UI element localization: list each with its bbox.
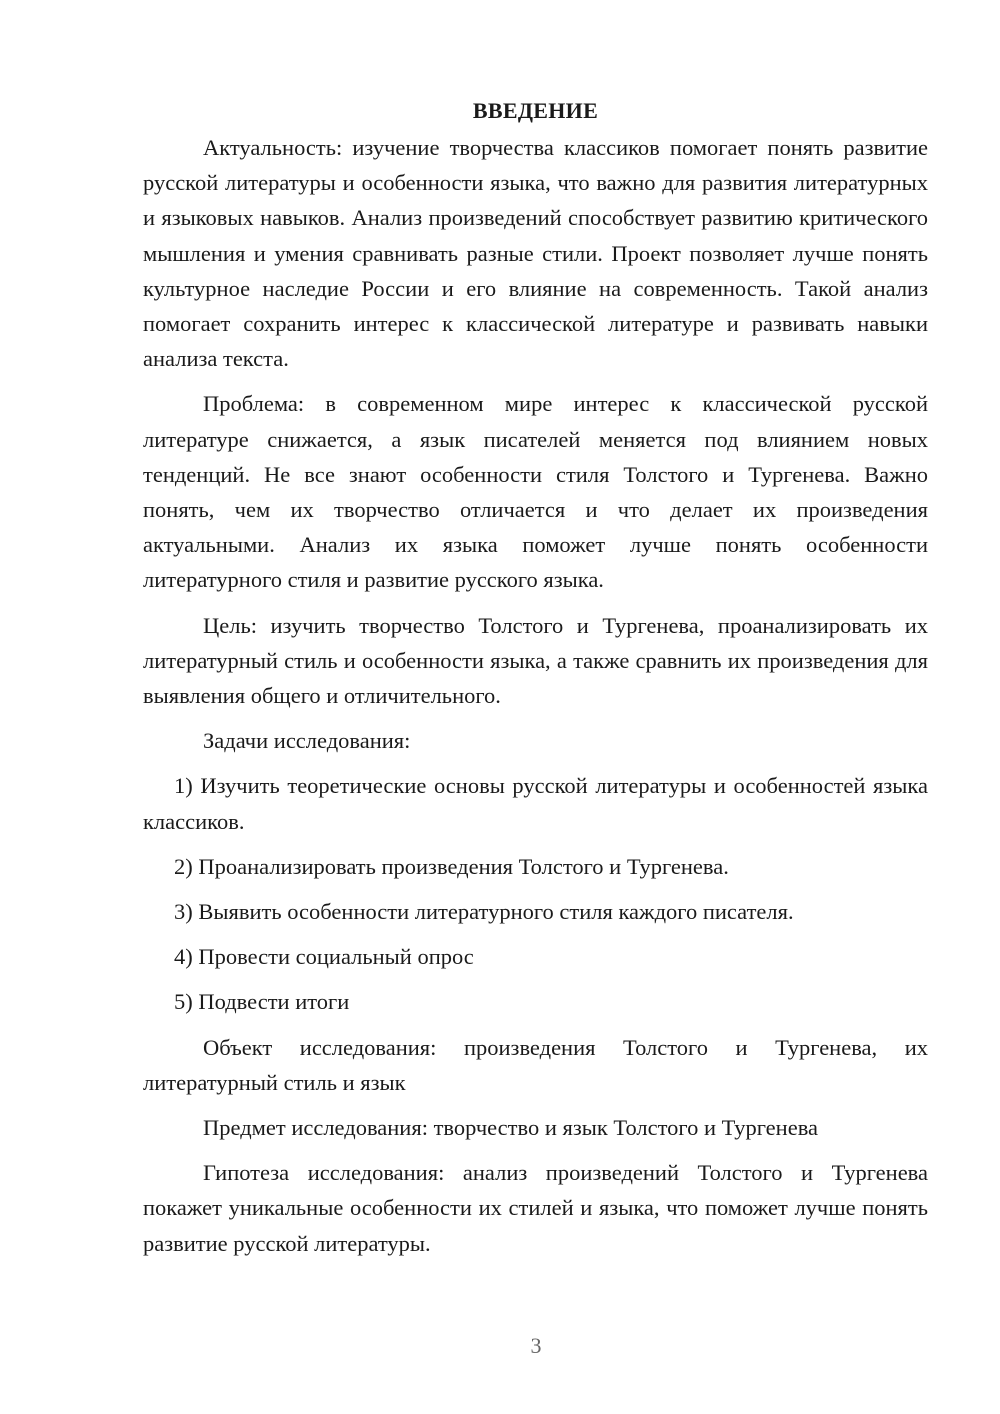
tasks-heading: Задачи исследования: <box>203 728 411 754</box>
goal-paragraph: Цель: изучить творчество Толстого и Тургенева, проанализировать их литературный стиль и особенности языка, а также сравнить их произведения для выявления общего и отличительного. <box>143 612 928 709</box>
task-item: 4) Провести социальный опрос <box>174 944 474 970</box>
page-content <box>143 96 928 1271</box>
section-title: ВВЕДЕНИЕ <box>472 98 599 123</box>
object-paragraph: Объект исследования: произведения Толстого и Тургенева, их литературный стиль и язык <box>143 1034 928 1095</box>
tasks-list <box>143 768 928 1019</box>
hypothesis-paragraph: Гипотеза исследования: анализ произведений Толстого и Тургенева покажет уникальные особенности их стилей и языка, что поможет лучше понять развитие русской литературы. <box>143 1160 928 1256</box>
relevance-paragraph: Актуальность: изучение творчества классиков помогает понять развитие русской литературы и особенности языка, что важно для развития литературных и языковых навыков. Анализ произведений способствует развитию критического мышления и умения сравнивать разные стили. Проект позволяет лучше понять культурное наследие России и его влияние на современность. Такой анализ помогает сохранить интерес к классической литературе и развивать навыки анализа текста. <box>143 135 928 372</box>
task-item: 3) Выявить особенности литературного стиля каждого писателя. <box>174 899 794 925</box>
task-item: 2) Проанализировать произведения Толстого и Тургенева. <box>174 853 729 879</box>
task-item: 1) Изучить теоретические основы русской литературы и особенностей языка классиков. <box>143 773 928 834</box>
problem-paragraph: Проблема: в современном мире интерес к классической русской литературе снижается, а язык писателей меняется под влиянием новых тенденций. Не все знают особенности стиля Толстого и Тургенева. Важно понять, чем их творчество отличается и что делает их произведения актуальными. Анализ их языка поможет лучше понять особенности литературного стиля и развитие русского языка. <box>143 391 928 593</box>
task-item: 5) Подвести итоги <box>174 989 350 1015</box>
page-number: 3 <box>530 1333 542 1358</box>
subject-paragraph: Предмет исследования: творчество и язык Толстого и Тургенева <box>203 1115 819 1141</box>
